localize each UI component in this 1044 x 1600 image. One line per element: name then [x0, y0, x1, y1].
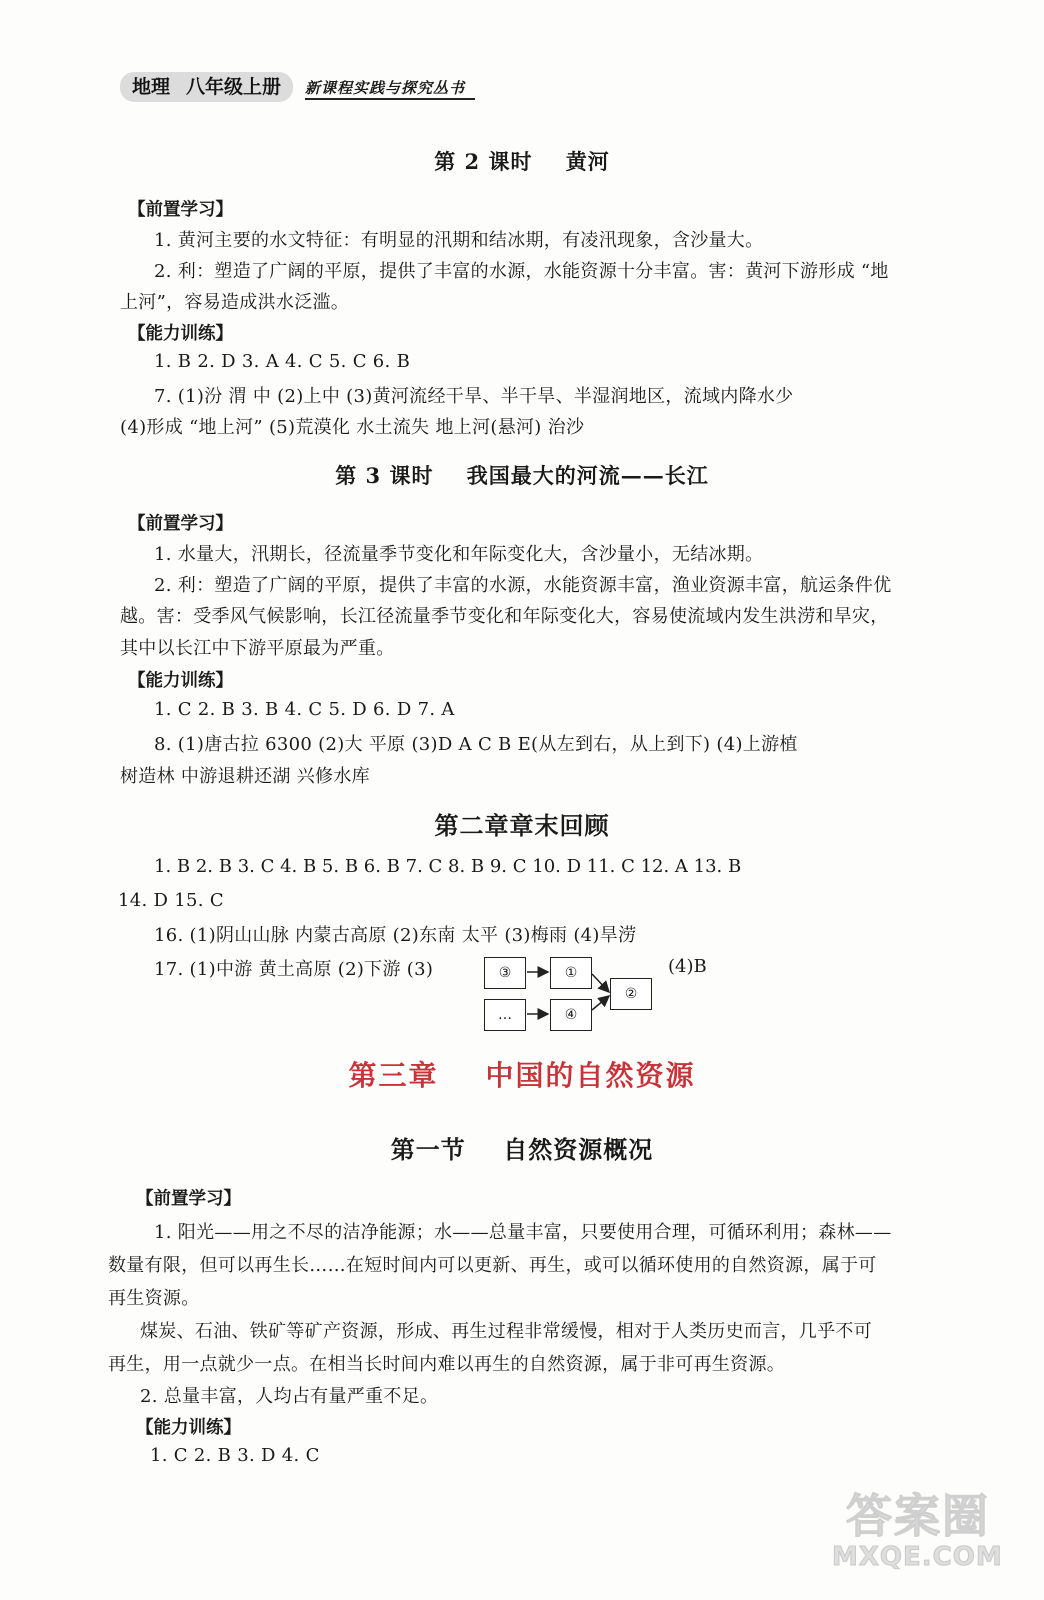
lesson2-training-line: (4)形成 “地上河” (5)荒漠化 水土流失 地上河(悬河) 治沙 — [120, 417, 585, 438]
lesson3-prestudy-line: 越。害：受季风气候影响，长江径流量季节变化和年际变化大，容易使流域内发生洪涝和旱灾， — [120, 606, 889, 627]
section1-prestudy-line: 2. 总量丰富，人均占有量严重不足。 — [140, 1386, 439, 1407]
section1-prestudy-line: 数量有限，但可以再生长……在短时间内可以更新、再生，或可以循环使用的自然资源，属于可 — [108, 1255, 877, 1276]
subject-label: 地理 — [132, 76, 171, 98]
lesson3-training-heading: 【能力训练】 — [128, 671, 233, 691]
diagram-box: … — [484, 999, 526, 1031]
review-q17-part4: (4)B — [668, 956, 707, 977]
lesson3-prestudy-line: 1. 水量大，汛期长，径流量季节变化和年际变化大，含沙量小，无结冰期。 — [154, 544, 764, 565]
flow-diagram — [476, 948, 666, 1040]
section1-title: 第一节 自然资源概况 — [390, 1135, 654, 1164]
lesson3-prestudy-line: 2. 利：塑造了广阔的平原，提供了丰富的水源，水能资源丰富，渔业资源丰富，航运条件优 — [154, 575, 892, 596]
review-line: 1. B 2. B 3. C 4. B 5. B 6. B 7. C 8. B 9. C 10. D 11. C 12. A 13. B — [154, 856, 742, 877]
series-title: 新课程实践与探究丛书 — [305, 79, 466, 97]
lesson3-training-line: 树造林 中游退耕还湖 兴修水库 — [120, 766, 370, 787]
chapter-banner: 第三章 中国的自然资源 — [348, 1059, 696, 1092]
lesson3-prestudy-heading: 【前置学习】 — [128, 514, 233, 534]
lesson3-prestudy-line: 其中以长江中下游平原最为严重。 — [120, 638, 395, 659]
lesson2-prestudy-line: 2. 利：塑造了广阔的平原，提供了丰富的水源，水能资源十分丰富。害：黄河下游形成 “地 — [154, 261, 889, 282]
review-line: 16. (1)阴山山脉 内蒙古高原 (2)东南 太平 (3)梅雨 (4)旱涝 — [154, 925, 637, 946]
watermark-text: 答案圈 — [846, 1489, 990, 1543]
arrow — [592, 996, 609, 1010]
header-underline — [305, 98, 475, 100]
lesson2-training-line: 1. B 2. D 3. A 4. C 5. C 6. B — [154, 351, 411, 372]
lesson2-training-heading: 【能力训练】 — [128, 324, 233, 344]
section1-prestudy-line: 煤炭、石油、铁矿等矿产资源，形成、再生过程非常缓慢，相对于人类历史而言，几乎不可 — [140, 1321, 872, 1342]
section1-prestudy-heading: 【前置学习】 — [136, 1189, 241, 1209]
section1-training-line: 1. C 2. B 3. D 4. C — [150, 1445, 320, 1466]
lesson3-training-line: 1. C 2. B 3. B 4. C 5. D 6. D 7. A — [154, 699, 455, 720]
lesson2-prestudy-line: 上河”，容易造成洪水泛滥。 — [120, 292, 350, 313]
section1-prestudy-line: 再生资源。 — [108, 1288, 200, 1309]
lesson2-training-line: 7. (1)汾 渭 中 (2)上中 (3)黄河流经干旱、半干旱、半湿润地区，流域内降水少 — [154, 386, 794, 407]
section1-prestudy-line: 1. 阳光——用之不尽的洁净能源；水——总量丰富，只要使用合理，可循环利用；森林—— — [154, 1222, 892, 1243]
review-title: 第二章章末回顾 — [434, 811, 610, 840]
diagram-box: ① — [550, 957, 592, 989]
lesson2-title: 第 2 课时 黄河 — [434, 149, 610, 174]
lesson2-prestudy-line: 1. 黄河主要的水文特征：有明显的汛期和结冰期，有凌汛现象，含沙量大。 — [154, 230, 764, 251]
subject-grade-tag — [120, 72, 293, 102]
watermark-logo — [832, 1480, 1012, 1590]
arrow — [592, 974, 609, 992]
watermark-url: MXQE.COM — [832, 1542, 1003, 1572]
diagram-box: ② — [610, 978, 652, 1010]
diagram-box: ④ — [550, 999, 592, 1031]
lesson2-prestudy-heading: 【前置学习】 — [128, 200, 233, 220]
section1-training-heading: 【能力训练】 — [136, 1418, 241, 1438]
grade-label: 八年级上册 — [186, 76, 282, 98]
review-line: 14. D 15. C — [118, 890, 224, 911]
diagram-box: ③ — [484, 957, 526, 989]
lesson3-title: 第 3 课时 我国最大的河流——长江 — [335, 463, 709, 488]
lesson3-training-line: 8. (1)唐古拉 6300 (2)大 平原 (3)D A C B E(从左到右，从上到下) (4)上游植 — [154, 734, 798, 755]
section1-prestudy-line: 再生，用一点就少一点。在相当长时间内难以再生的自然资源，属于非可再生资源。 — [108, 1354, 786, 1375]
review-line: 17. (1)中游 黄土高原 (2)下游 (3) — [154, 959, 434, 980]
